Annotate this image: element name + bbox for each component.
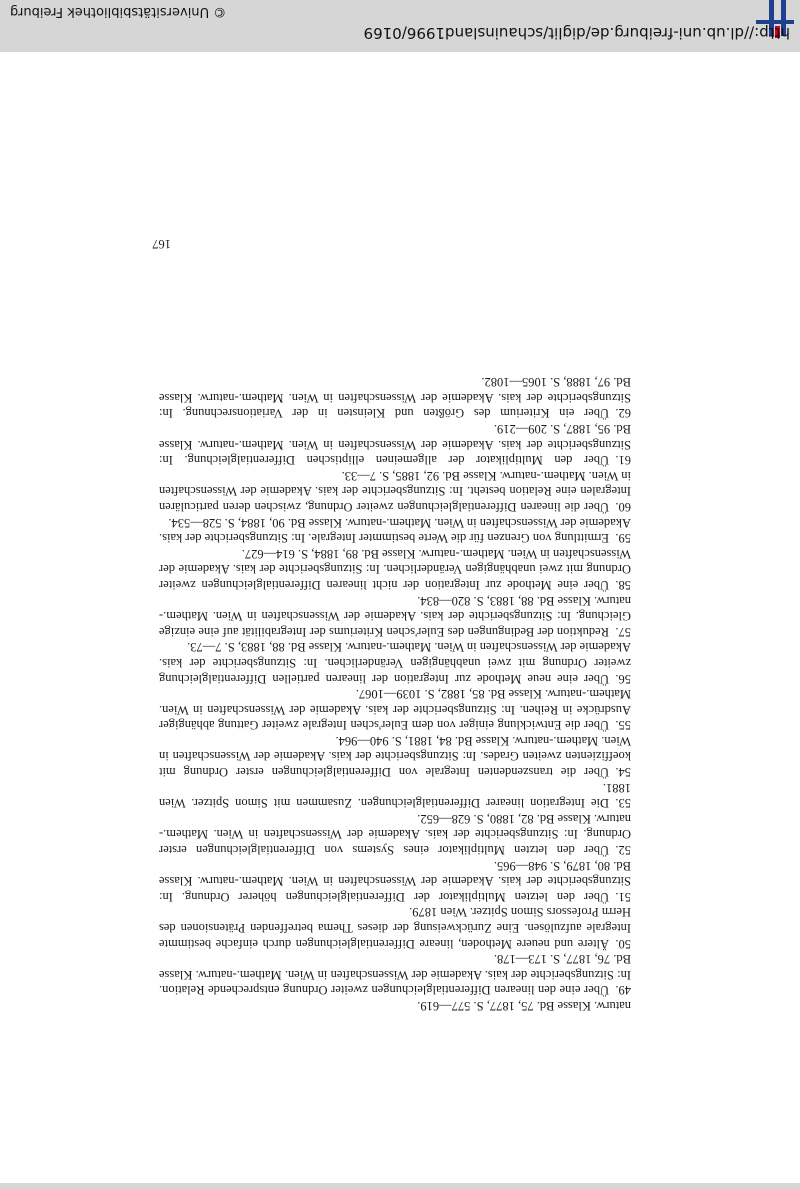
entry-text: Über eine den linearen Differentialgleichungen zweiter Ordnung entsprechende Relation. In: Sitzungsberichte der kais. Akademie der Wissenschaften in Wien. Mathem.-naturw. Klasse Bd. 76, 1877, S. 173—178. [159, 952, 631, 998]
top-strip [0, 1183, 800, 1189]
entry-number: 62. [615, 406, 631, 421]
entry-number: 53. [615, 796, 631, 811]
bibliography-entry [159, 732, 631, 779]
entry-text: Über eine neue Methode zur Integration der linearen partiellen Differentialgleichung zweiter Ordnung mit zwei unabhängigen Veränderlichen. In: Sitzungsberichte der kais. Akademie der Wissenschaften in Wien. Mathem.-naturw. Klasse Bd. 88, 1883, S. 7—73. [159, 640, 631, 686]
entry-text: Über die linearen Differentialgleichungen zweiter Ordnung, zwischen deren particulären Integralen eine Relation besteht. In: Sitzungsberichte der kais. Akademie der Wissenschaften in Wien. Mathem.-naturw. Klasse Bd. 92, 1885, S. 7—33. [159, 468, 631, 514]
entry-number: 57. [615, 624, 631, 639]
entry-text: Über die Entwicklung einiger von dem Euler'schen Integrale zweiter Gattung abhängiger Ausdrücke in Reihen. In: Sitzungsberichte der kais. Akademie der Wissenschaften in Wien. Mathem.-naturw. Klasse Bd. 85, 1882, S. 1039—1067. [159, 687, 631, 733]
entry-text: Über die transzendenten Integrale von Differentialgleichungen erster Ordnung mit koeffizienten zweiten Grades. In: Sitzungsberichte der kais. Akademie der Wissenschaften in Wien. Mathem.-naturw. Klasse Bd. 84, 1881, S. 940—964. [159, 733, 631, 780]
bibliography-entry [159, 810, 631, 857]
entry-number: 55. [615, 718, 631, 733]
entry-text: Über den Multiplikator der allgemeinen elliptischen Differentialgleichung. In: Sitzungsberichte der kais. Akademie der Wissenschaften in Wien. Mathem.-naturw. Klasse Bd. 95, 1887, S. 209—219. [159, 422, 631, 468]
bibliography-entry [159, 514, 631, 545]
entry-text: Reduktion der Bedingungen des Euler'schen Kriteriums der Integrabilität auf eine einzige Gleichung. In: Sitzungsberichte der kais. Akademie der Wissenschaften in Wien. Mathem.-naturw. Klasse Bd. 88, 1883, S. 820—834. [159, 593, 631, 639]
bibliography-entry [159, 374, 631, 421]
entry-number: 54. [615, 765, 631, 780]
entry-number: 56. [615, 671, 631, 686]
bibliography-entry [159, 467, 631, 514]
bibliography-entry [159, 857, 631, 904]
entry-text: Die Integration linearer Differentialgleichungen. Zusammen mit Simon Spitzer. Wien 1881. [159, 780, 631, 811]
entry-text: Über den letzten Multiplikator der Differentialgleichungen höherer Ordnung. In: Sitzungsberichte der kais. Akademie der Wissenschaften in Wien. Mathem.-naturw. Klasse Bd. 80, 1879, S. 948—965. [159, 858, 631, 904]
entry-text: Ermittlung von Grenzen für die Werte bestimmter Integrale. In: Sitzungsberichte der kais. Akademie der Wissenschaften in Wien. Mathem.-naturw. Klasse Bd. 90, 1884, S. 528—534. [159, 515, 631, 546]
entry-number: 60. [615, 500, 631, 514]
entry-number: 61. [615, 453, 631, 468]
bibliography-entry [159, 592, 631, 639]
library-credit: © Universitätsbibliothek Freiburg [10, 4, 227, 19]
entries-list [159, 374, 631, 998]
bibliography-entry [159, 639, 631, 686]
bibliography-entry [159, 951, 631, 998]
bibliography-entry [159, 545, 631, 592]
bibliography-entry [159, 420, 631, 467]
entry-text: Ältere und neuere Methoden, lineare Differentialgleichungen durch einfache bestimmte Integrale aufzulösen. Eine Zurückweisung der dieses Thema betreffenden Prätensionen des Herrn Professors Simon Spitzer. Wien 1879. [159, 905, 631, 951]
bibliography-entry [159, 686, 631, 733]
entry-number: 51. [615, 889, 631, 904]
entry-text: Über ein Kriterium des Größten und Kleinsten in der Variationsrechnung. In: Sitzungsberichte der kais. Akademie der Wissenschaften in Wien. Mathem.-naturw. Klasse Bd. 97, 1888, S. 1065—1082. [159, 375, 631, 421]
bibliography-text [159, 374, 631, 1013]
lead-line: naturw. Klasse Bd. 75, 1877, S. 577—619. [417, 999, 631, 1013]
entry-number: 58. [615, 577, 631, 592]
entry-number: 49. [615, 983, 631, 998]
entry-text: Über eine Methode zur Integration der nicht linearen Differentialgleichungen zweiter Ordnung mit zwei unabhängigen Veränderlichen. In: Sitzungsberichte der kais. Akademie der Wissenschaften in Wien. Mathem.-naturw. Klasse Bd. 89, 1884, S. 614—627. [159, 546, 631, 592]
bibliography-entry [159, 779, 631, 810]
page-number: 167 [152, 237, 171, 251]
entry-text: Über den letzten Multiplikator eines Systems von Differentialgleichungen erster Ordnung. In: Sitzungsberichte der kais. Akademie der Wissenschaften in Wien. Mathem.-naturw. Klasse Bd. 82, 1880, S. 628—652. [159, 811, 631, 858]
entry-number: 50. [615, 936, 631, 951]
bibliography-entry [159, 904, 631, 951]
entry-number: 59. [615, 531, 631, 546]
document-url[interactable]: http://dl.ub.uni-freiburg.de/diglit/schauinsland1996/0169 [363, 24, 790, 42]
entry-number: 52. [615, 843, 631, 858]
